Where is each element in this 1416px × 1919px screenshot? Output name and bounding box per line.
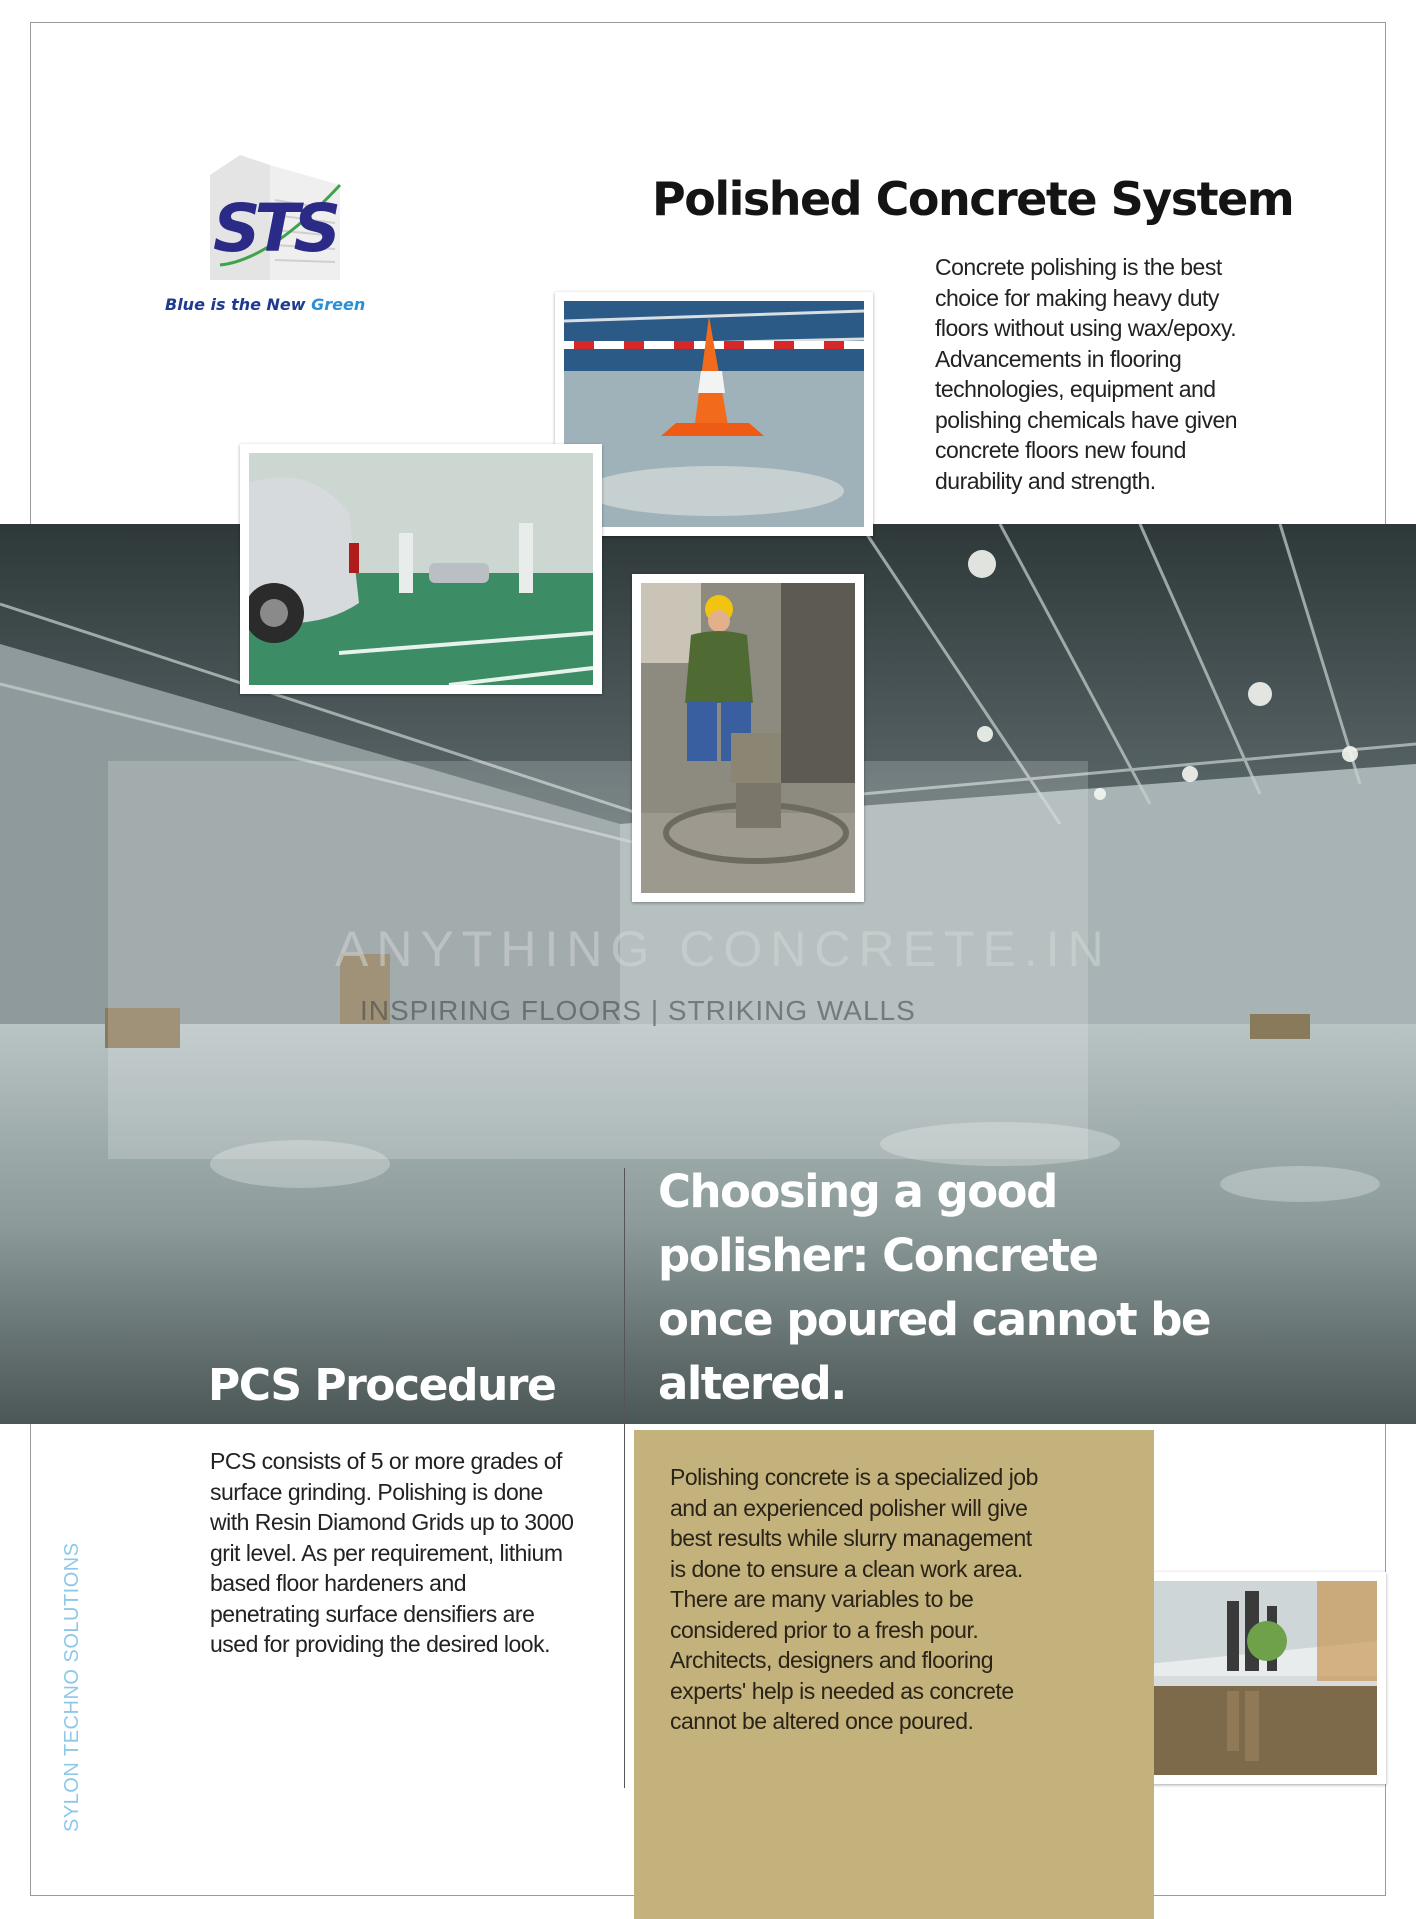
company-side-label: SYLON TECHNO SOLUTIONS xyxy=(61,1542,83,1832)
page-title: Polished Concrete System xyxy=(652,172,1294,226)
procedure-heading: PCS Procedure xyxy=(208,1360,556,1411)
column-divider xyxy=(624,1168,625,1788)
sts-logo xyxy=(165,155,395,315)
polisher-heading: Choosing a good polisher: Concrete once poured cannot be altered. xyxy=(658,1165,1211,1410)
worker-polishing-photo xyxy=(632,574,864,902)
watermark-title: ANYTHING CONCRETE.IN xyxy=(335,921,1112,977)
intro-paragraph: Concrete polishing is the best choice for making heavy duty floors without using wax/epoxy. Advancements in flooring technologies, equipment and polishing chemicals have given concrete floors new found durability and strength. xyxy=(935,254,1238,494)
procedure-paragraph: PCS consists of 5 or more grades of surface grinding. Polishing is done with Resin Diamond Grids up to 3000 grit level. As per requirement, lithium based floor hardeners and penetrating surface densifiers are used for providing the desired look. xyxy=(210,1448,574,1657)
traffic-cone-photo xyxy=(555,292,873,536)
tagline-part1: Blue is the New xyxy=(165,295,306,314)
watermark-subtitle: INSPIRING FLOORS | STRIKING WALLS xyxy=(360,995,916,1026)
logo-tagline xyxy=(165,295,365,314)
logo-letters: STS xyxy=(213,190,336,267)
polisher-paragraph: Polishing concrete is a specialized job and an experienced polisher will give best results while slurry management is done to ensure a clean work area. There are many variables to be considered prior to a fresh pour. Architects, designers and flooring experts' help is needed as concrete cannot be altered once poured. xyxy=(670,1464,1038,1734)
parking-garage-photo xyxy=(240,444,602,694)
tagline-part2: Green xyxy=(311,295,366,314)
